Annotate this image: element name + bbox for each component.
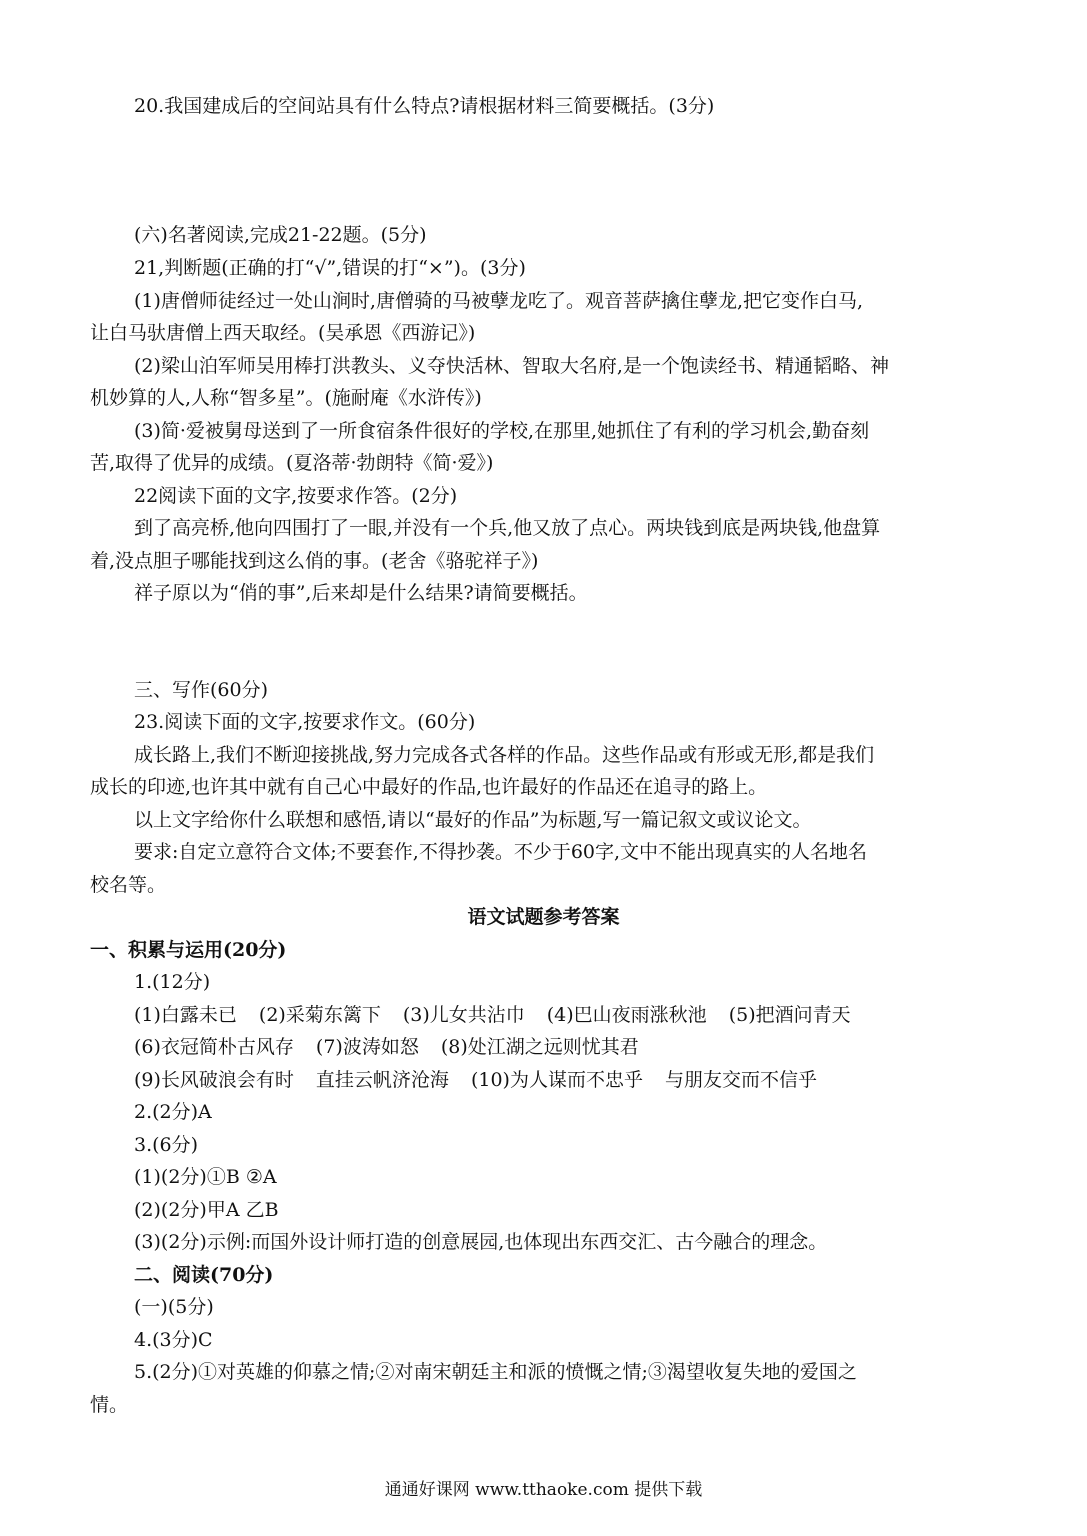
answer-5-line-1: 5.(2分)①对英雄的仰慕之情;②对南宋朝廷主和派的愤慨之情;③渴望收复失地的爱国之 [134,1361,857,1383]
question-22-passage-line-2: 着,没点胆子哪能找到这么俏的事。(老舍《骆驼祥子》) [90,550,539,572]
answer-1-item-9a: (9)长风破浪会有时 [134,1069,294,1091]
question-23: 23.阅读下面的文字,按要求作文。(60分) [134,711,476,733]
answer-1-item-10b: 与朋友交而不信乎 [664,1069,817,1091]
answers-part-2-heading: 二、阅读(70分) [134,1264,274,1286]
question-21-item-2-line-2: 机妙算的人,人称“智多星”。(施耐庵《水浒传》) [90,387,482,409]
answer-1-item-1: (1)白露未已 [134,1004,237,1026]
question-23-text-line-2: 成长的印迹,也许其中就有自己心中最好的作品,也许最好的作品还在追寻的路上。 [90,776,768,798]
question-21-item-1-line-2: 让白马驮唐僧上西天取经。(吴承恩《西游记》) [90,322,476,344]
footer-source: 通通好课网 www.tthaoke.com 提供下载 [384,1480,703,1500]
question-23-text-line-1: 成长路上,我们不断迎接挑战,努力完成各式各样的作品。这些作品或有形或无形,都是我们 [134,744,875,766]
answers-part-1-heading: 一、积累与运用(20分) [90,939,287,961]
question-21-item-1-line-1: (1)唐僧师徒经过一处山涧时,唐僧骑的马被孽龙吃了。观音菩萨擒住孽龙,把它变作白马, [134,290,864,312]
answer-1-item-6: (6)衣冠简朴古风存 [134,1036,294,1058]
answer-1-item-8: (8)处江湖之远则忧其君 [440,1036,639,1058]
question-22-passage-line-1: 到了高亮桥,他向四围打了一眼,并没有一个兵,他又放了点心。两块钱到底是两块钱,他盘算 [134,517,881,539]
question-21-item-3-line-2: 苦,取得了优异的成绩。(夏洛蒂·勃朗特《简·爱》) [90,452,494,474]
answer-2: 2.(2分)A [134,1101,212,1123]
question-20: 20.我国建成后的空间站具有什么特点?请根据材料三简要概括。(3分) [134,95,715,117]
question-21-item-2-line-1: (2)梁山泊军师吴用棒打洪教头、义夺快活林、智取大名府,是一个饱读经书、精通韬略、神 [134,355,889,377]
answer-3-3: (3)(2分)示例:而国外设计师打造的创意展园,也体现出东西交汇、古今融合的理念。 [134,1231,828,1253]
answer-4: 4.(3分)C [134,1329,213,1351]
answer-3-2: (2)(2分)甲A 乙B [134,1199,279,1221]
question-23-requirements-line-2: 校名等。 [90,874,167,896]
answer-1-item-10a: (10)为人谋而不忠乎 [470,1069,643,1091]
question-21: 21,判断题(正确的打“√”,错误的打“×”)。(3分) [134,257,526,279]
section-3-title: 三、写作(60分) [134,679,269,701]
answer-1-row-3 [0,1068,1087,1092]
answer-1-item-2: (2)采菊东篱下 [258,1004,381,1026]
question-23-requirements-line-1: 要求:自定立意符合文体;不要套作,不得抄袭。不少于60字,文中不能出现真实的人名地名 [134,841,868,863]
answer-1-item-4: (4)巴山夜雨涨秋池 [546,1004,707,1026]
answer-1: 1.(12分) [134,971,211,993]
answer-section-1: (一)(5分) [134,1296,214,1318]
answer-3: 3.(6分) [134,1134,199,1156]
answers-title: 语文试题参考答案 [467,906,620,928]
answer-1-item-9b: 直挂云帆济沧海 [315,1069,449,1091]
section-6-title: (六)名著阅读,完成21-22题。(5分) [134,224,427,246]
answer-1-item-3: (3)儿女共沾巾 [402,1004,525,1026]
question-22: 22阅读下面的文字,按要求作答。(2分) [134,485,458,507]
answer-1-item-5: (5)把酒问青天 [728,1004,851,1026]
question-22-prompt: 祥子原以为“俏的事”,后来却是什么结果?请简要概括。 [134,582,588,604]
question-23-text-line-3: 以上文字给你什么联想和感悟,请以“最好的作品”为标题,写一篇记叙文或议论文。 [134,809,812,831]
answer-3-1: (1)(2分)①B ②A [134,1166,277,1188]
answer-5-line-2: 情。 [90,1394,129,1416]
answer-1-item-7: (7)波涛如怒 [315,1036,419,1058]
answer-1-row-1 [0,1003,1087,1027]
answer-1-row-2 [0,1035,1087,1059]
question-21-item-3-line-1: (3)简·爱被舅母送到了一所食宿条件很好的学校,在那里,她抓住了有利的学习机会,勤奋刻 [134,420,870,442]
